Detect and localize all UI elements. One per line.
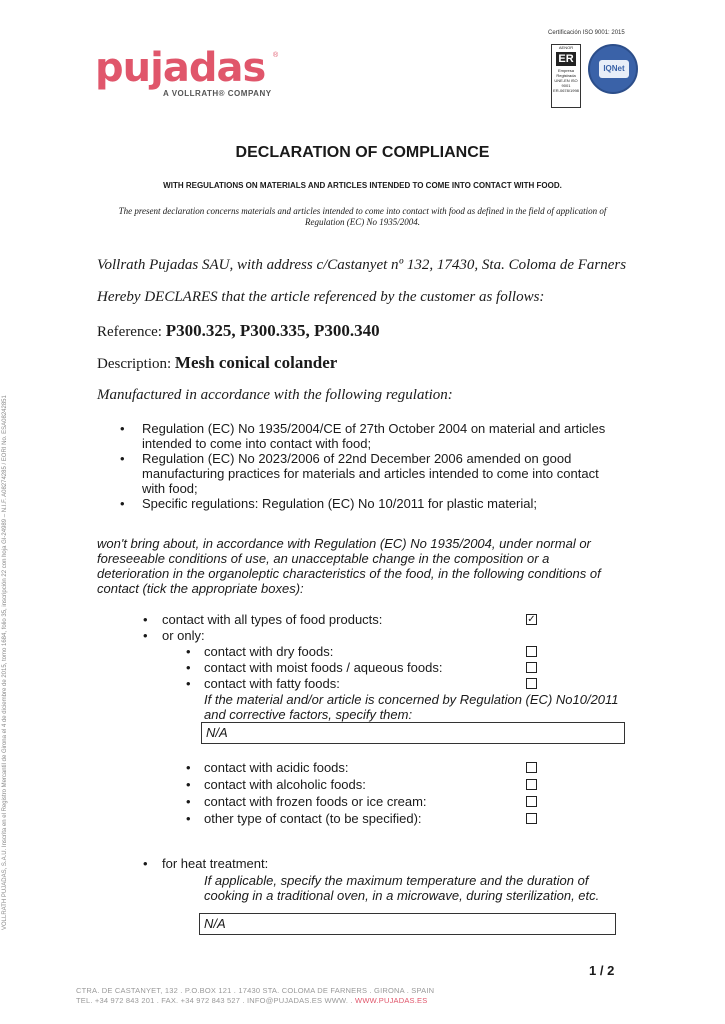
company-logo (95, 45, 279, 98)
aenor-code: ER-0678/1998 (553, 88, 579, 93)
certification-title: Certificación ISO 9001: 2015 (548, 30, 625, 36)
bullet: • (120, 421, 125, 436)
contact-fatty-label: contact with fatty foods: (204, 676, 340, 691)
heat-note: If applicable, specify the maximum temperature and the duration of cooking in a traditional oven, in a microwave, during sterilization, etc. (204, 873, 600, 903)
bullet: • (186, 644, 191, 659)
description-line (97, 353, 337, 373)
iqnet-seal (588, 44, 638, 94)
company-line: Vollrath Pujadas SAU, with address c/Castanyet nº 132, 17430, Sta. Coloma de Farners (97, 257, 627, 273)
heat-treatment-label: for heat treatment: (162, 856, 269, 871)
bullet: • (120, 496, 125, 511)
contact-other-label: other type of contact (to be specified): (204, 811, 422, 826)
bullet: • (186, 760, 191, 775)
aenor-line2: Registrada (556, 73, 576, 78)
regulation-text: Regulation (EC) No 1935/2004/CE of 27th October 2004 on material and articles intended to come into contact with food; (142, 421, 606, 451)
page-number: 1 / 2 (589, 963, 615, 978)
contact-frozen-label: contact with frozen foods or ice cream: (204, 794, 427, 809)
contact-moist-checkbox[interactable] (526, 662, 537, 673)
bullet: • (186, 660, 191, 675)
footer-address: CTRA. DE CASTANYET, 132 . P.O.BOX 121 . 17430 STA. COLOMA DE FARNERS . GIRONA . SPAIN (76, 986, 435, 995)
aenor-line1: Empresa (557, 68, 574, 73)
logo-wordmark: pujadas (95, 45, 266, 91)
or-only-label: or only: (162, 628, 205, 643)
regulation-text: Specific regulations: Regulation (EC) No 10/2011 for plastic material; (142, 496, 538, 511)
reference-value: P300.325, P300.335, P300.340 (165, 321, 380, 340)
contact-dry-label: contact with dry foods: (204, 644, 334, 659)
list-item (120, 421, 625, 451)
corrective-factors-field[interactable]: N/A (201, 722, 625, 744)
bullet: • (120, 451, 125, 466)
manufactured-line: Manufactured in accordance with the following regulation: (97, 387, 453, 403)
contact-frozen-checkbox[interactable] (526, 796, 537, 807)
regulation-text: Regulation (EC) No 2023/2006 of 22nd December 2006 amended on good manufacturing practices for materials and articles intended to come into contact with food; (142, 451, 599, 496)
description-label: Description: (97, 356, 175, 372)
logo-tagline: A VOLLRATH® COMPANY (163, 89, 272, 98)
intro-text: The present declaration concerns materials and articles intended to come into contact with food as defined in the field of application of Regulation (EC) No 1935/2004. (118, 206, 607, 227)
bullet: • (186, 794, 191, 809)
bullet: • (143, 612, 148, 627)
footer-contact (76, 996, 427, 1005)
contact-dry-checkbox[interactable] (526, 646, 537, 657)
logo-registered-mark: ® (273, 52, 279, 59)
list-item (120, 496, 625, 511)
list-item (120, 451, 625, 496)
contact-all-types-label: contact with all types of food products: (162, 612, 383, 627)
footer-phone-fax: TEL. +34 972 843 201 . FAX. +34 972 843 527 . INFO@PUJADAS.ES WWW. . (76, 996, 356, 1005)
fatty-note: If the material and/or article is concerned by Regulation (EC) No10/2011 and corrective factors, specify them: (204, 692, 619, 722)
contact-alcoholic-label: contact with alcoholic foods: (204, 777, 366, 792)
iqnet-label: IQNet (599, 60, 629, 78)
bullet: • (186, 676, 191, 691)
aenor-brand: AENOR (558, 45, 574, 50)
contact-fatty-checkbox[interactable] (526, 678, 537, 689)
conditions-paragraph: won't bring about, in accordance with Regulation (EC) No 1935/2004, under normal or foreseeable conditions of use, an unacceptable change in the composition or a deterioration in the organoleptic characteristics of the food, in the following conditions of contact (tick the appropriate boxes): (97, 536, 601, 596)
reference-line (97, 321, 380, 341)
contact-acidic-label: contact with acidic foods: (204, 760, 349, 775)
bullet: • (186, 811, 191, 826)
contact-moist-label: contact with moist foods / aqueous foods: (204, 660, 443, 675)
aenor-seal (551, 44, 581, 108)
reference-label: Reference: (97, 324, 166, 340)
contact-alcoholic-checkbox[interactable] (526, 779, 537, 790)
contact-acidic-checkbox[interactable] (526, 762, 537, 773)
document-subtitle: WITH REGULATIONS ON MATERIALS AND ARTICLES INTENDED TO COME INTO CONTACT WITH FOOD. (163, 181, 562, 190)
registry-side-text: VOLLRATH PUJADAS, S.A.U. Inscrita en el Registro Mercantil de Girona el 4 de diciembre de 2015, tomo 1684, folio 35, inscripción 22 con hoja GI-24989 – N.I.F. A08274285 / EORI No. ESA08242851 (2, 395, 8, 930)
aenor-mark: ER (556, 52, 576, 66)
contact-all-types-checkbox[interactable]: ✓ (527, 614, 536, 625)
bullet: • (143, 628, 148, 643)
bullet: • (143, 856, 148, 871)
bullet: • (186, 777, 191, 792)
regulation-list (120, 421, 625, 511)
heat-treatment-field[interactable]: N/A (199, 913, 616, 935)
contact-other-checkbox[interactable] (526, 813, 537, 824)
description-value: Mesh conical colander (174, 353, 338, 372)
document-title: DECLARATION OF COMPLIANCE (235, 144, 490, 161)
declares-line: Hereby DECLARES that the article referenced by the customer as follows: (97, 289, 545, 305)
aenor-line3: UNE-EN ISO 9001 (554, 78, 578, 88)
footer-website-link[interactable]: WWW.PUJADAS.ES (355, 996, 428, 1005)
